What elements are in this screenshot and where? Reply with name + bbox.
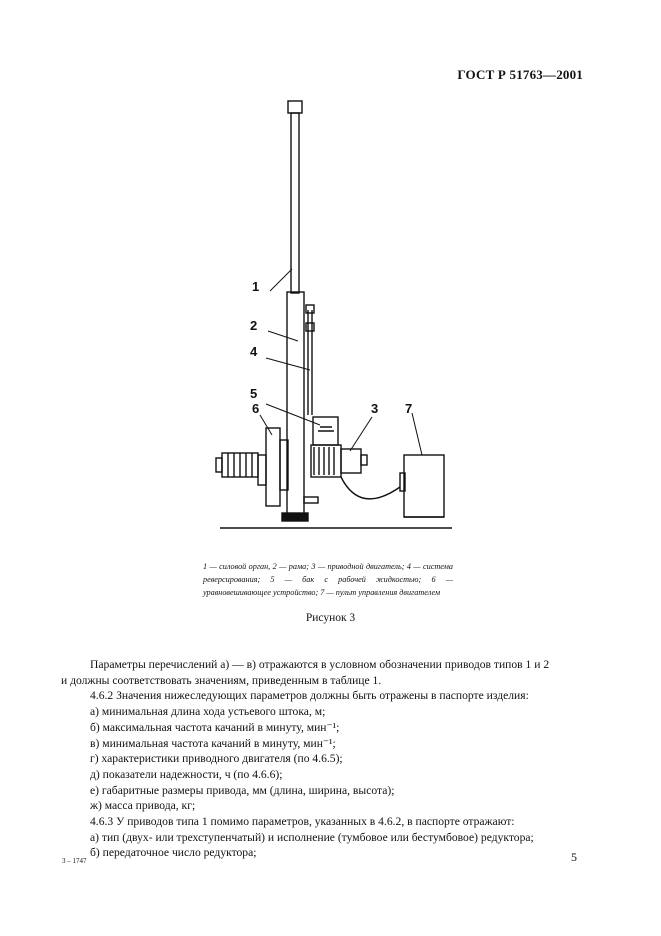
list-item: г) характеристики приводного двигателя (по 4.6.5); xyxy=(90,752,343,766)
list-item: а) тип (двух- или трехступенчатый) и исполнение (тумбовое или бестумбовое) редуктора; xyxy=(90,830,534,844)
list-item: в) минимальная частота качаний в минуту, мин⁻¹; xyxy=(90,736,336,750)
paragraph-4-6-3: 4.6.3 У приводов типа 1 помимо параметров, указанных в 4.6.2, в паспорте отражают: xyxy=(90,815,515,829)
label-1: 1 xyxy=(252,279,260,294)
label-4: 4 xyxy=(250,344,258,359)
paragraph-1-line-1: Параметры перечислений а) — в) отражаются в условном обозначении приводов типов 1 и 2 xyxy=(90,658,550,671)
legend-text: 1 — силовой орган, 2 — рама; 3 — приводной двигатель; 4 — система реверсирования; 5 — бак с рабочей жидкостью; 6 — уравновешивающее устройство; 7 — пульт управления двигателем xyxy=(203,562,453,597)
list-item: ж) масса привода, кг; xyxy=(90,799,196,813)
list-item: б) максимальная частота качаний в минуту, мин⁻¹; xyxy=(90,720,340,734)
label-5: 5 xyxy=(250,386,258,401)
paragraph-1-line-2: и должны соответствовать значениям, приведенным в таблице 1. xyxy=(61,673,382,687)
list-item: е) габаритные размеры привода, мм (длина, ширина, высота); xyxy=(90,783,395,797)
page-number: 5 xyxy=(571,850,577,864)
figure-caption: Рисунок 3 xyxy=(305,612,356,624)
label-3: 3 xyxy=(371,401,379,416)
paragraph-4-6-2: 4.6.2 Значения нижеследующих параметров должны быть отражены в паспорте изделия: xyxy=(90,689,529,703)
label-2: 2 xyxy=(250,318,258,333)
label-7: 7 xyxy=(405,401,413,416)
print-code: 3 – 1747 xyxy=(62,857,87,865)
standard-number: ГОСТ Р 51763—2001 xyxy=(457,67,583,82)
figure-legend xyxy=(203,560,453,599)
list-item: д) показатели надежности, ч (по 4.6.6); xyxy=(90,767,283,781)
label-6: 6 xyxy=(252,401,260,416)
pump-drive-diagram xyxy=(200,95,460,535)
list-item: а) минимальная длина хода устьевого штока, м; xyxy=(90,705,326,719)
list-item: б) передаточное число редуктора; xyxy=(90,846,257,860)
